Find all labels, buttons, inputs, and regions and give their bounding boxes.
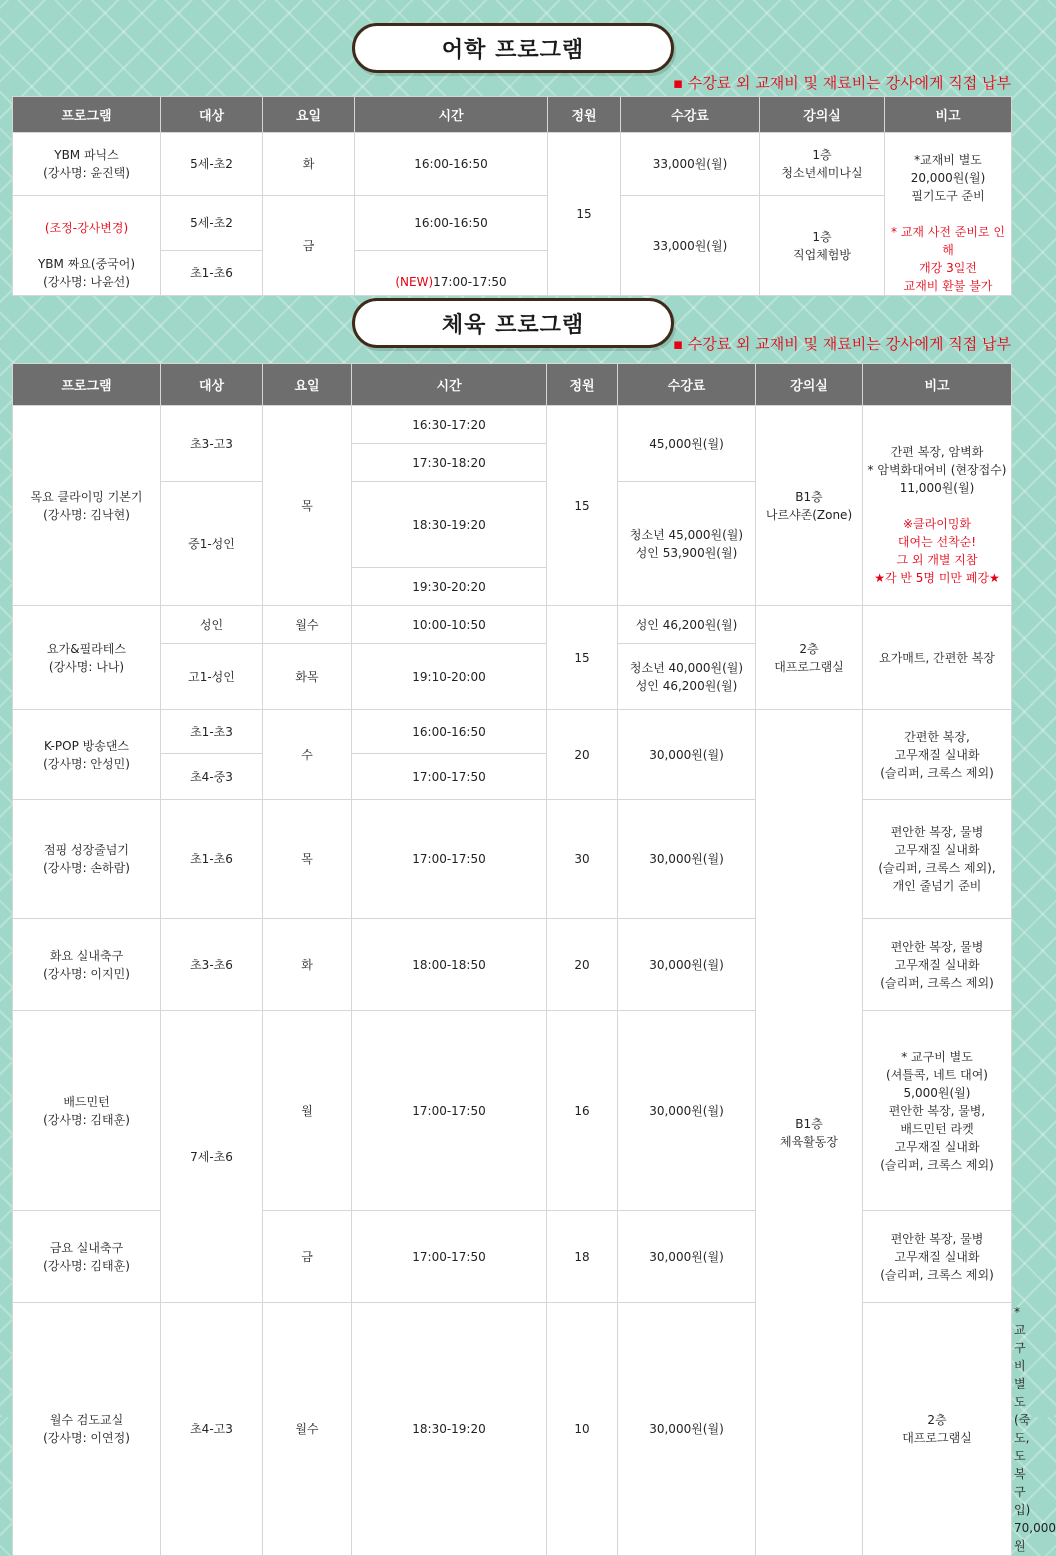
target-cell: 초4-고3 xyxy=(161,1303,263,1556)
col-header-remark: 비고 xyxy=(863,364,1012,406)
table-row xyxy=(13,710,1012,754)
table-row: 월수 검도교실 (강사명: 이연정) 초4-고3 월수 18:30-19:20 10 30,000원(월) 2층 대프로그램실 * 교구비 별도 (죽도, 도복 구입) 70,000원 xyxy=(13,1303,1012,1556)
col-header-program: 프로그램 xyxy=(13,364,161,406)
table-row xyxy=(13,919,1012,1011)
fee-cell: 성인 46,200원(월) xyxy=(618,606,756,644)
col-header-capacity: 정원 xyxy=(548,97,621,133)
remark-cell: 요가매트, 간편한 복장 xyxy=(863,606,1012,710)
fee-cell: 30,000원(월) xyxy=(618,1303,756,1556)
sports-section-title xyxy=(352,298,674,348)
col-header-time: 시간 xyxy=(352,364,547,406)
capacity-cell: 15 xyxy=(547,406,618,606)
room-cell: B1층 나르샤존(Zone) xyxy=(756,406,863,606)
col-header-fee: 수강료 xyxy=(621,97,760,133)
col-header-day: 요일 xyxy=(263,97,355,133)
remark-cell xyxy=(863,406,1012,606)
room-cell: 1층 청소년세미나실 xyxy=(760,133,885,196)
day-cell: 목 xyxy=(263,406,352,606)
room-cell: 1층 직업체험방 xyxy=(760,196,885,296)
language-title-text: 어학 프로그램 xyxy=(441,37,585,63)
col-header-remark: 비고 xyxy=(885,97,1012,133)
language-fee-note: ▪ 수강료 외 교재비 및 재료비는 강사에게 직접 납부 xyxy=(672,74,1011,92)
target-cell: 성인 xyxy=(161,606,263,644)
target-cell: 7세-초6 xyxy=(161,1011,263,1303)
time-cell: 16:00-16:50 xyxy=(355,133,548,196)
program-cell: K-POP 방송댄스 (강사명: 안성민) xyxy=(13,710,161,800)
capacity-cell: 30 xyxy=(547,800,618,919)
day-cell: 월 xyxy=(263,1011,352,1211)
remark-warning-text: ※클라이밍화 대여는 선착순! 그 외 개별 지참 ★각 반 5명 미만 폐강★ xyxy=(874,516,1000,585)
program-cell: 화요 실내축구 (강사명: 이지민) xyxy=(13,919,161,1011)
remark-text: *교재비 별도 20,000원(월) 필기도구 준비 xyxy=(910,153,986,203)
table-row xyxy=(13,800,1012,919)
new-tag: (NEW) xyxy=(395,274,434,289)
fee-cell: 30,000원(월) xyxy=(618,800,756,919)
time-cell: 19:30-20:20 xyxy=(352,568,547,606)
col-header-capacity: 정원 xyxy=(547,364,618,406)
col-header-target: 대상 xyxy=(161,364,263,406)
remark-warning-text: * 교재 사전 준비로 인해 개강 3일전 교재비 환불 불가 xyxy=(891,225,1005,293)
day-cell: 월수 xyxy=(263,606,352,644)
col-header-fee: 수강료 xyxy=(618,364,756,406)
program-cell: YBM 파닉스 (강사명: 윤진택) xyxy=(13,133,161,196)
fee-cell: 33,000원(월) xyxy=(621,196,760,296)
time-cell: 18:30-19:20 xyxy=(352,482,547,568)
day-cell: 화목 xyxy=(263,644,352,710)
day-cell: 화 xyxy=(263,133,355,196)
fee-cell: 33,000원(월) xyxy=(621,133,760,196)
room-cell: 2층 대프로그램실 xyxy=(756,606,863,710)
table-header-row xyxy=(13,364,1012,406)
time-cell: 17:30-18:20 xyxy=(352,444,547,482)
target-cell: 초3-고3 xyxy=(161,406,263,482)
target-cell: 고1-성인 xyxy=(161,644,263,710)
language-schedule-table xyxy=(12,96,1012,296)
col-header-day: 요일 xyxy=(263,364,352,406)
capacity-cell: 10 xyxy=(547,1303,618,1556)
program-change-tag: (조정-강사변경) xyxy=(44,220,129,235)
capacity-cell: 16 xyxy=(547,1011,618,1211)
table-row xyxy=(13,406,1012,444)
program-cell: 월수 검도교실 (강사명: 이연정) xyxy=(13,1303,161,1556)
remark-cell: 간편한 복장, 고무재질 실내화 (슬리퍼, 크록스 제외) xyxy=(863,710,1012,800)
capacity-cell: 15 xyxy=(548,133,621,296)
program-cell xyxy=(13,196,161,296)
day-cell: 화 xyxy=(263,919,352,1011)
capacity-cell: 20 xyxy=(547,710,618,800)
time-cell: 17:00-17:50 xyxy=(352,754,547,800)
time-cell: 18:30-19:20 xyxy=(352,1303,547,1556)
language-section-title xyxy=(352,23,674,73)
target-cell: 초1-초6 xyxy=(161,800,263,919)
time-cell: 18:00-18:50 xyxy=(352,919,547,1011)
program-cell: 금요 실내축구 (강사명: 김태훈) xyxy=(13,1211,161,1303)
day-cell: 수 xyxy=(263,710,352,800)
table-row xyxy=(13,196,1012,251)
col-header-room: 강의실 xyxy=(760,97,885,133)
time-cell: 17:00-17:50 xyxy=(352,1211,547,1303)
target-cell: 초1-초3 xyxy=(161,710,263,754)
fee-cell: 30,000원(월) xyxy=(618,1211,756,1303)
col-header-room: 강의실 xyxy=(756,364,863,406)
target-cell: 5세-초2 xyxy=(161,196,263,251)
target-cell: 초4-중3 xyxy=(161,754,263,800)
remark-cell xyxy=(885,133,1012,296)
fee-cell: 30,000원(월) xyxy=(618,919,756,1011)
time-cell: 17:00-17:50 xyxy=(352,1011,547,1211)
fee-cell: 45,000원(월) xyxy=(618,406,756,482)
table-row xyxy=(13,1011,1012,1211)
day-cell: 금 xyxy=(263,196,355,296)
capacity-cell: 18 xyxy=(547,1211,618,1303)
day-cell: 금 xyxy=(263,1211,352,1303)
col-header-program: 프로그램 xyxy=(13,97,161,133)
day-cell: 목 xyxy=(263,800,352,919)
remark-cell: 편안한 복장, 물병 고무재질 실내화 (슬리퍼, 크록스 제외), 개인 줄넘기 준비 xyxy=(863,800,1012,919)
remark-cell: 편안한 복장, 물병 고무재질 실내화 (슬리퍼, 크록스 제외) xyxy=(863,919,1012,1011)
program-cell: 요가&필라테스 (강사명: 나나) xyxy=(13,606,161,710)
target-cell: 중1-성인 xyxy=(161,482,263,606)
time-cell: 16:00-16:50 xyxy=(352,710,547,754)
sports-schedule-table xyxy=(12,363,1056,1556)
sports-fee-note: ▪ 수강료 외 교재비 및 재료비는 강사에게 직접 납부 xyxy=(672,335,1011,353)
program-cell: 점핑 성장줄넘기 (강사명: 손하람) xyxy=(13,800,161,919)
remark-cell: * 교구비 별도 (셔틀콕, 네트 대여) 5,000원(월) 편안한 복장, 물병, 배드민턴 라켓 고무재질 실내화 (슬리퍼, 크록스 제외) xyxy=(863,1011,1012,1211)
room-cell: 2층 대프로그램실 xyxy=(863,1303,1012,1556)
fee-cell: 청소년 45,000원(월) 성인 53,900원(월) xyxy=(618,482,756,606)
fee-cell: 청소년 40,000원(월) 성인 46,200원(월) xyxy=(618,644,756,710)
table-row xyxy=(13,133,1012,196)
col-header-time: 시간 xyxy=(355,97,548,133)
target-cell: 5세-초2 xyxy=(161,133,263,196)
time-cell: 16:30-17:20 xyxy=(352,406,547,444)
program-cell: 배드민턴 (강사명: 김태훈) xyxy=(13,1011,161,1211)
remark-cell: 편안한 복장, 물병 고무재질 실내화 (슬리퍼, 크록스 제외) xyxy=(863,1211,1012,1303)
time-cell xyxy=(355,250,548,296)
fee-cell: 30,000원(월) xyxy=(618,710,756,800)
col-header-target: 대상 xyxy=(161,97,263,133)
sports-title-text: 체육 프로그램 xyxy=(441,312,585,338)
target-cell: 초1-초6 xyxy=(161,250,263,296)
table-header-row xyxy=(13,97,1012,133)
time-cell: 10:00-10:50 xyxy=(352,606,547,644)
time-cell: 19:10-20:00 xyxy=(352,644,547,710)
fee-cell: 30,000원(월) xyxy=(618,1011,756,1211)
day-cell: 월수 xyxy=(263,1303,352,1556)
time-text: 17:00-17:50 xyxy=(433,274,507,289)
table-row xyxy=(13,606,1012,644)
capacity-cell: 20 xyxy=(547,919,618,1011)
room-cell: B1층 체육활동장 xyxy=(756,710,863,1556)
program-name: YBM 짜요(중국어) (강사명: 나윤선) xyxy=(37,256,136,289)
program-cell: 목요 클라이밍 기본기 (강사명: 김낙현) xyxy=(13,406,161,606)
target-cell: 초3-초6 xyxy=(161,919,263,1011)
capacity-cell: 15 xyxy=(547,606,618,710)
remark-text: 간편 복장, 암벽화 * 암벽화대여비 (현장접수) 11,000원(월) xyxy=(867,444,1007,495)
time-cell: 16:00-16:50 xyxy=(355,196,548,251)
time-cell: 17:00-17:50 xyxy=(352,800,547,919)
